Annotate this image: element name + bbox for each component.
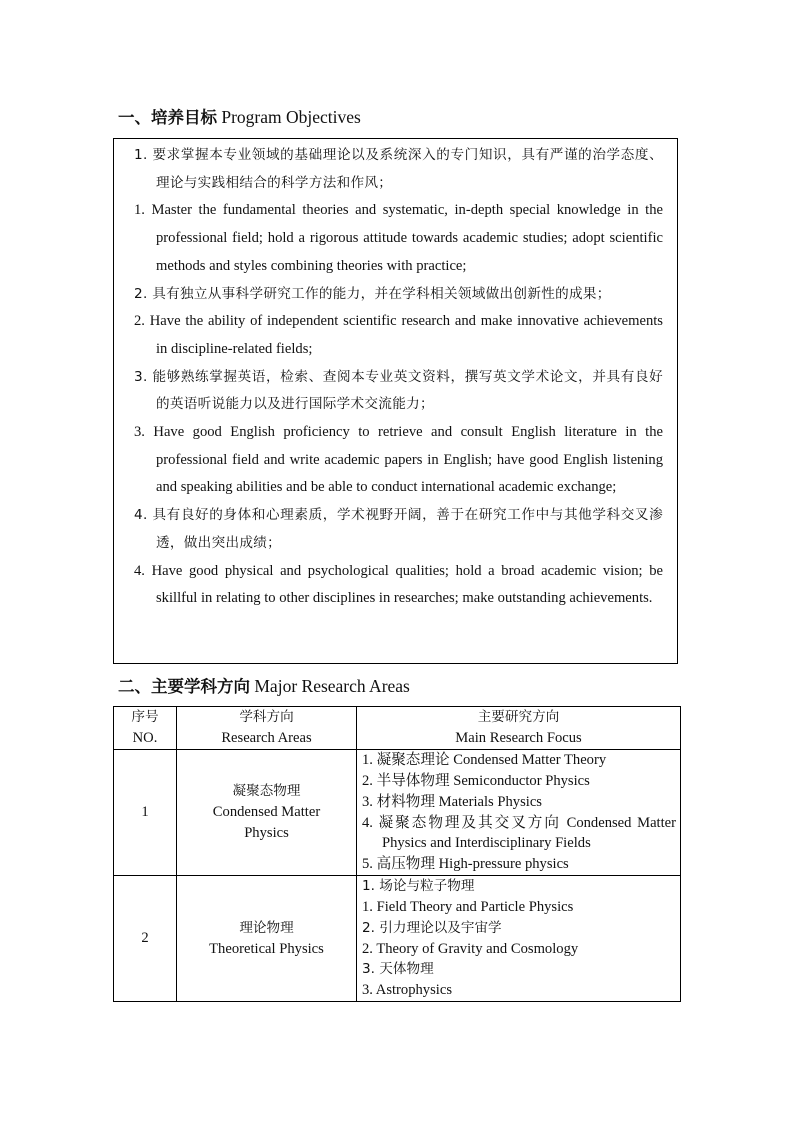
focus-item: 2. 引力理论以及宇宙学 bbox=[362, 919, 502, 936]
focus-item: 5. 高压物理 High-pressure physics bbox=[362, 856, 569, 873]
table-row bbox=[114, 876, 681, 1002]
section-title-en: Major Research Areas bbox=[254, 676, 410, 696]
focus-item: 4. 凝聚态物理及其交叉方向 Condensed Matter Physics and Interdisciplinary Fields bbox=[362, 814, 676, 852]
research-areas-table bbox=[113, 706, 681, 1002]
row-number: 2 bbox=[114, 876, 177, 1002]
objective-item: 4. 具有良好的身体和心理素质，学术视野开阔，善于在研究工作中与其他学科交叉渗透，做出突出成绩； bbox=[134, 507, 663, 551]
objectives-box bbox=[113, 138, 678, 664]
focus-item: 2. 半导体物理 Semiconductor Physics bbox=[362, 772, 590, 789]
focus-item: 3. 材料物理 Materials Physics bbox=[362, 793, 542, 810]
objective-item: 2. 具有独立从事科学研究工作的能力，并在学科相关领域做出创新性的成果； bbox=[134, 285, 611, 302]
focus-item: 1. 场论与粒子物理 bbox=[362, 878, 475, 895]
focus-item: 3. 天体物理 bbox=[362, 961, 434, 978]
objective-item: 3. Have good English proficiency to retrieve and consult English literature in the professional field and write academic papers in English; have good English listening and speaking abilities and be able to conduct international academic exchange; bbox=[134, 424, 663, 496]
row-focus bbox=[357, 876, 681, 1002]
section-objectives-heading bbox=[118, 106, 361, 129]
section-research-heading bbox=[118, 675, 410, 698]
objective-item: 3. 能够熟练掌握英语，检索、查阅本专业英文资料，撰写英文学术论文，并具有良好的英语听说能力以及进行国际学术交流能力； bbox=[134, 368, 663, 413]
focus-item: 3. Astrophysics bbox=[362, 982, 452, 999]
section-title-en: Program Objectives bbox=[221, 107, 361, 127]
header-focus: 主要研究方向 Main Research Focus bbox=[357, 707, 681, 750]
objective-item: 4. Have good physical and psychological qualities; hold a broad academic vision; be skillful in relating to other disciplines in researches; make outstanding achievements. bbox=[134, 562, 663, 607]
row-number: 1 bbox=[114, 750, 177, 876]
table-header-row bbox=[114, 707, 681, 750]
focus-item: 1. 凝聚态理论 Condensed Matter Theory bbox=[362, 752, 607, 769]
objective-item: 2. Have the ability of independent scientific research and make innovative achievements in discipline-related fields; bbox=[134, 313, 663, 357]
focus-item: 1. Field Theory and Particle Physics bbox=[362, 898, 574, 915]
row-area: 理论物理 Theoretical Physics bbox=[177, 876, 357, 1002]
header-no: 序号 NO. bbox=[114, 707, 177, 750]
objective-item: 1. Master the fundamental theories and systematic, in-depth special knowledge in the professional field; hold a rigorous attitude towards academic studies; adopt scientific methods and styles combining theories with practice; bbox=[134, 202, 663, 274]
row-focus bbox=[357, 750, 681, 876]
table-row bbox=[114, 750, 681, 876]
header-area: 学科方向 Research Areas bbox=[177, 707, 357, 750]
focus-item: 2. Theory of Gravity and Cosmology bbox=[362, 940, 579, 957]
section-title-zh: 二、主要学科方向 bbox=[118, 677, 250, 696]
row-area: 凝聚态物理 Condensed Matter Physics bbox=[177, 750, 357, 876]
section-title-zh: 一、培养目标 bbox=[118, 108, 217, 127]
objective-item: 1. 要求掌握本专业领域的基础理论以及系统深入的专门知识，具有严谨的治学态度、理论与实践相结合的科学方法和作风； bbox=[134, 147, 663, 191]
